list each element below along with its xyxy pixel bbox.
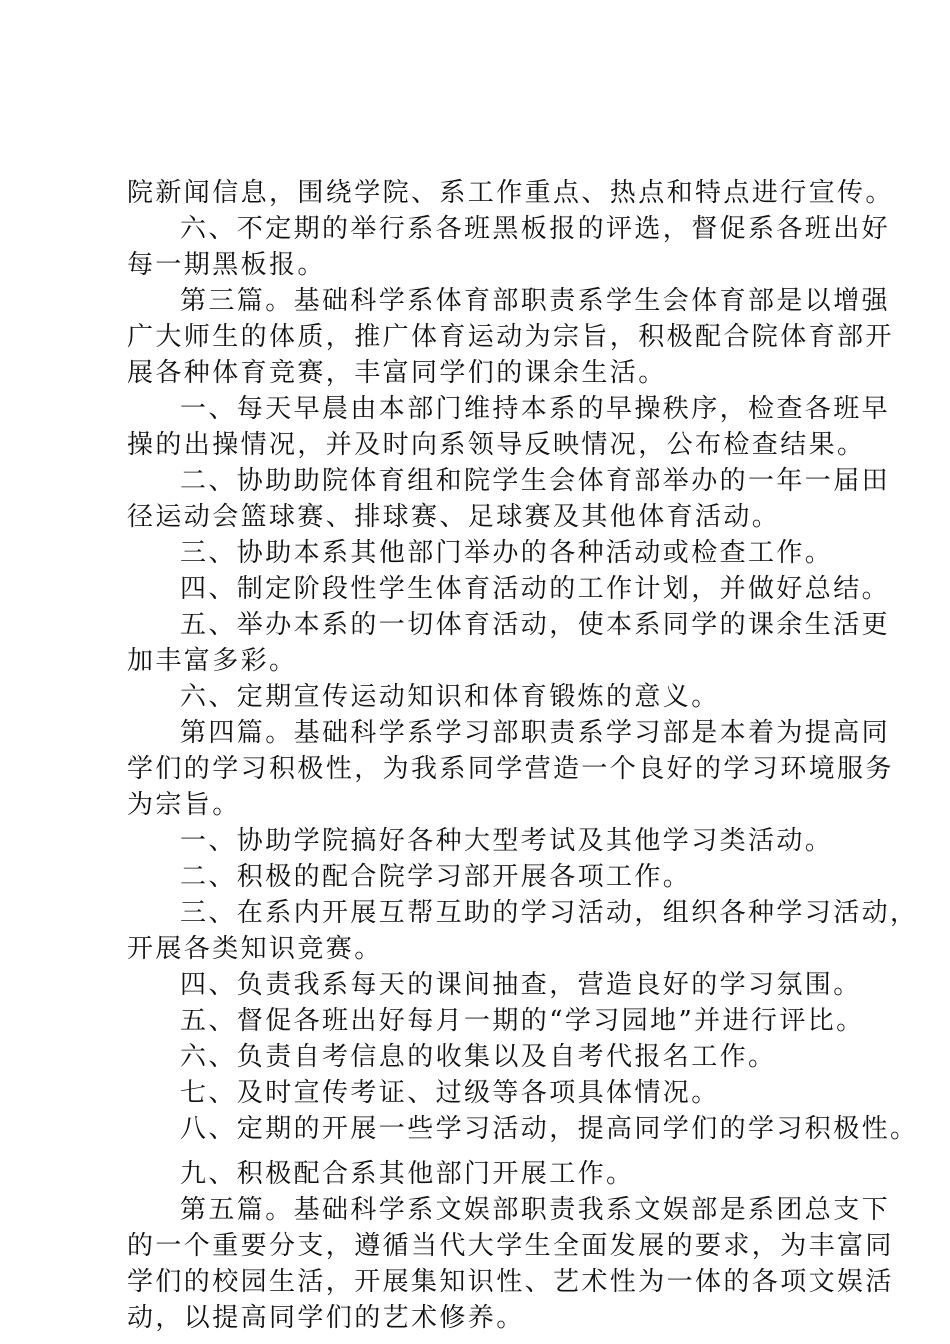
text-line: 操的出操情况，并及时向系领导反映情况，公布检查结果。 [127,430,866,460]
text-line: 院新闻信息，围绕学院、系工作重点、热点和特点进行宣传。 [127,178,894,208]
text-line: 第四篇。基础科学系学习部职责系学习部是本着为提高同 [180,718,891,748]
text-line: 四、负责我系每天的课间抽查，营造良好的学习氛围。 [180,970,862,1000]
text-line: 的一个重要分支，遵循当代大学生全面发展的要求，为丰富同 [127,1231,894,1261]
text-line: 三、协助本系其他部门举办的各种活动或检查工作。 [180,538,834,568]
text-line: 四、制定阶段性学生体育活动的工作计划，并做好总结。 [180,574,891,604]
text-line: 动，以提高同学们的艺术修养。 [127,1303,525,1333]
text-line: 第五篇。基础科学系文娱部职责我系文娱部是系团总支下 [180,1195,891,1225]
text-line: 七、及时宣传考证、过级等各项具体情况。 [180,1078,720,1108]
text-line: 九、积极配合系其他部门开展工作。 [180,1159,635,1189]
text-line: 加丰富多彩。 [127,646,298,676]
text-line: 五、举办本系的一切体育活动，使本系同学的课余生活更 [180,610,891,640]
text-line: 二、积极的配合院学习部开展各项工作。 [180,862,692,892]
text-line: 八、定期的开展一些学习活动，提高同学们的学习积极性。 [180,1114,919,1144]
text-line: 学们的校园生活，开展集知识性、艺术性为一体的各项文娱活 [127,1267,894,1297]
text-line: 一、每天早晨由本部门维持本系的早操秩序，检查各班早 [180,394,891,424]
text-line: 径运动会篮球赛、排球赛、足球赛及其他体育活动。 [127,502,781,532]
text-line: 每一期黑板报。 [127,250,326,280]
text-line: 三、在系内开展互帮互助的学习活动，组织各种学习活动， [180,898,919,928]
text-line: 广大师生的体质，推广体育运动为宗旨，积极配合院体育部开 [127,322,894,352]
text-line: 六、负责自考信息的收集以及自考代报名工作。 [180,1042,777,1072]
text-line: 展各种体育竞赛，丰富同学们的课余生活。 [127,358,667,388]
text-line: 五、督促各班出好每月一期的“学习园地”并进行评比。 [180,1006,865,1036]
text-line: 六、定期宣传运动知识和体育锻炼的意义。 [180,682,720,712]
text-line: 二、协助助院体育组和院学生会体育部举办的一年一届田 [180,466,891,496]
text-line: 为宗旨。 [127,790,241,820]
text-line: 开展各类知识竞赛。 [127,934,383,964]
text-line: 学们的学习积极性，为我系同学营造一个良好的学习环境服务 [127,754,894,784]
text-line: 第三篇。基础科学系体育部职责系学生会体育部是以增强 [180,286,891,316]
text-line: 六、不定期的举行系各班黑板报的评选，督促系各班出好 [180,214,891,244]
text-line: 一、协助学院搞好各种大型考试及其他学习类活动。 [180,826,834,856]
